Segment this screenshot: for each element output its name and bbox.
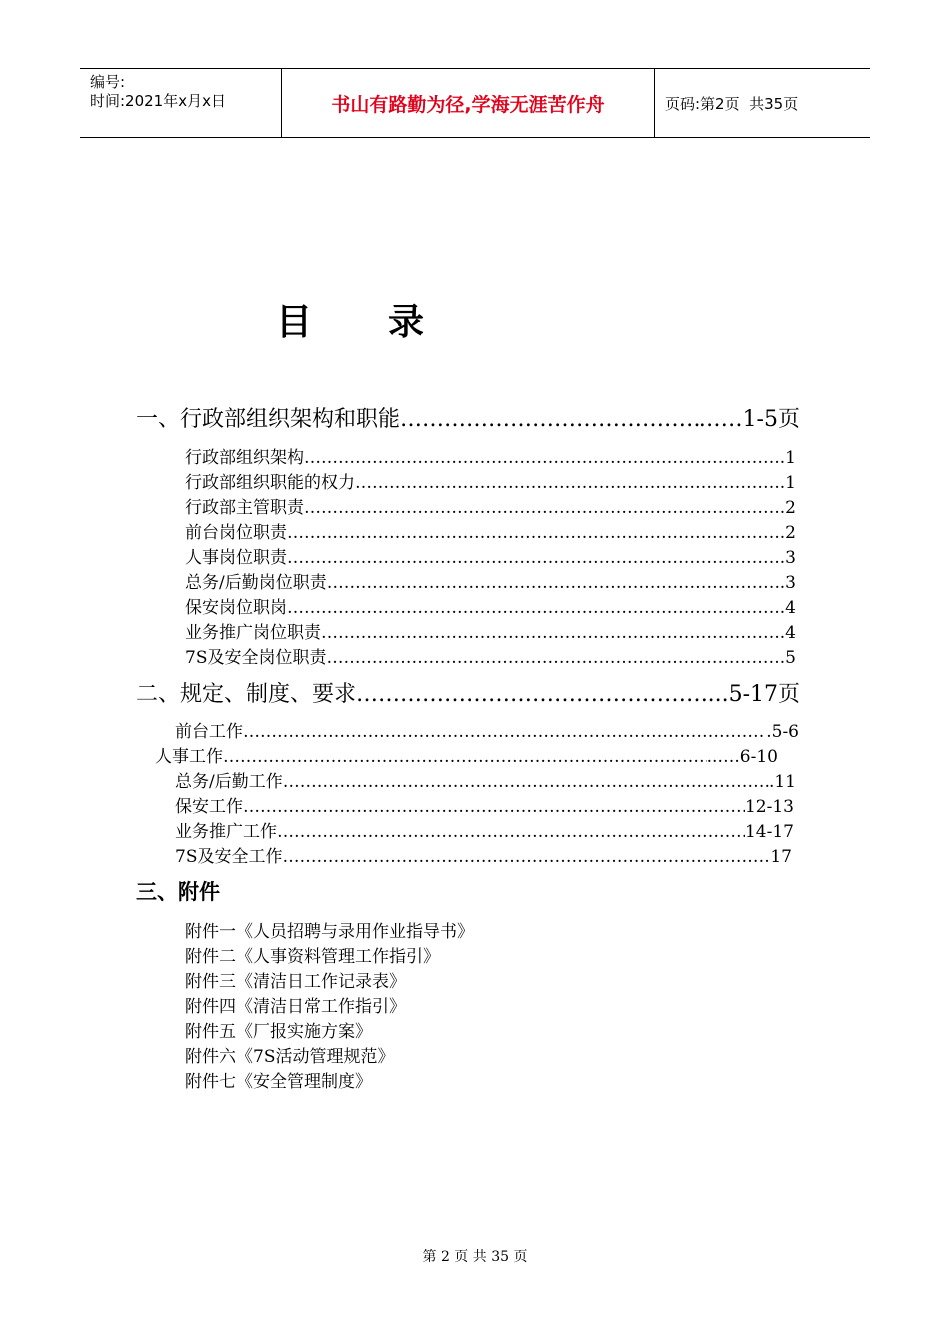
- attachment-item[interactable]: 附件一《人员招聘与录用作业指导书》: [185, 922, 474, 942]
- toc-item-label: 人事工作: [155, 747, 223, 767]
- toc-item[interactable]: [185, 568, 796, 593]
- toc-item-page: .11: [768, 772, 796, 792]
- title-char: 录: [388, 302, 425, 343]
- toc-item-label: 总务/后勤岗位职责: [185, 573, 327, 593]
- toc-item-label: 前台工作: [175, 722, 243, 742]
- toc-leader: [355, 473, 774, 493]
- header-divider: [654, 69, 655, 137]
- toc-item[interactable]: [185, 543, 796, 568]
- toc-item-label: 7S及安全岗位职责: [185, 648, 327, 668]
- toc-leader: [223, 747, 707, 767]
- title-char: 目: [276, 302, 313, 343]
- page-footer: 第 2 页 共 35 页: [422, 1249, 528, 1265]
- toc-leader: [282, 847, 770, 867]
- toc-item-label: 保安工作: [175, 797, 243, 817]
- toc-leader: [287, 598, 774, 618]
- attachment-item[interactable]: 附件五《厂报实施方案》: [185, 1022, 372, 1042]
- toc-leader: [283, 772, 769, 792]
- toc-item-page: 14-17: [744, 822, 794, 842]
- attachment-item[interactable]: 附件四《清洁日常工作指引》: [185, 997, 406, 1017]
- attachment-item[interactable]: 附件三《清洁日工作记录表》: [185, 972, 406, 992]
- toc-leader: [304, 498, 774, 518]
- toc-section-label: 二、规定、制度、要求: [136, 682, 357, 707]
- attachment-item[interactable]: 附件二《人事资料管理工作指引》: [185, 947, 440, 967]
- toc-item-page: ..4: [774, 598, 796, 618]
- toc-page: ……1-5页: [698, 407, 800, 432]
- toc-leader: [287, 523, 774, 543]
- toc-item-page: ..3: [774, 548, 796, 568]
- toc-item[interactable]: [175, 717, 799, 742]
- toc-page: ...5-17页: [707, 682, 800, 707]
- toc-item[interactable]: [155, 742, 778, 767]
- toc-leader: [287, 548, 774, 568]
- toc-item-page: .5-6: [766, 722, 799, 742]
- toc-item-label: 人事岗位职责: [185, 548, 287, 568]
- toc-item-label: 业务推广工作: [175, 822, 277, 842]
- attachment-item[interactable]: 附件六《7S活动管理规范》: [185, 1047, 395, 1067]
- toc-item[interactable]: [185, 593, 796, 618]
- toc-item[interactable]: [185, 443, 796, 468]
- toc-item[interactable]: [185, 493, 796, 518]
- toc-item-page: ..2: [774, 498, 796, 518]
- toc-item-page: 17: [770, 847, 792, 867]
- toc-item-page: ..….6-10: [706, 747, 778, 767]
- toc-leader: [327, 573, 780, 593]
- toc-leader: [304, 448, 774, 468]
- toc-item[interactable]: [175, 767, 796, 792]
- toc-item-page: ..1: [774, 448, 796, 468]
- toc-item-page: ..2: [774, 523, 796, 543]
- toc-item-label: 行政部组织架构: [185, 448, 304, 468]
- toc-item[interactable]: [185, 643, 796, 668]
- toc-item-label: 行政部组织职能的权力: [185, 473, 355, 493]
- header-table: [80, 68, 870, 138]
- toc-item-label: 保安岗位职岗: [185, 598, 287, 618]
- toc-item-page: 12-13: [744, 797, 794, 817]
- toc-leader: [321, 623, 774, 643]
- toc-leader: [243, 722, 766, 742]
- toc-leader: [356, 682, 708, 707]
- page-title: [276, 294, 424, 345]
- toc-leader: [400, 407, 699, 432]
- toc-item-label: 业务推广岗位职责: [185, 623, 321, 643]
- toc-section-2[interactable]: [136, 677, 800, 708]
- toc-item-page: ..4: [774, 623, 796, 643]
- toc-section-1[interactable]: [136, 402, 800, 433]
- toc-leader: [326, 648, 779, 668]
- toc-item-page: ..1: [774, 473, 796, 493]
- toc-item-label: 行政部主管职责: [185, 498, 304, 518]
- toc-item[interactable]: [175, 817, 794, 842]
- toc-leader: [277, 822, 745, 842]
- toc-item[interactable]: [185, 518, 796, 543]
- toc-item[interactable]: [185, 468, 796, 493]
- attachment-item[interactable]: 附件七《安全管理制度》: [185, 1072, 372, 1092]
- toc-item-page: .3: [779, 573, 796, 593]
- toc-item[interactable]: [175, 792, 794, 817]
- toc-item-label: 7S及安全工作: [175, 847, 283, 867]
- header-motto: 书山有路勤为径,学海无涯苦作舟: [331, 93, 605, 116]
- toc-item[interactable]: [185, 618, 796, 643]
- code-label: 编号:: [90, 73, 126, 91]
- toc-item-page: .5: [779, 648, 796, 668]
- header-page-info: 页码:第2页 共35页: [665, 94, 799, 113]
- toc-item-label: 前台岗位职责: [185, 523, 287, 543]
- time-label: 时间:2021年x月x日: [90, 92, 226, 110]
- toc-section-3[interactable]: 三、附件: [136, 880, 220, 904]
- toc-item[interactable]: [175, 842, 792, 867]
- toc-item-label: 总务/后勤工作: [175, 772, 283, 792]
- toc-leader: [243, 797, 745, 817]
- toc-section-label: 一、行政部组织架构和职能: [136, 407, 401, 432]
- header-meta: [90, 73, 226, 111]
